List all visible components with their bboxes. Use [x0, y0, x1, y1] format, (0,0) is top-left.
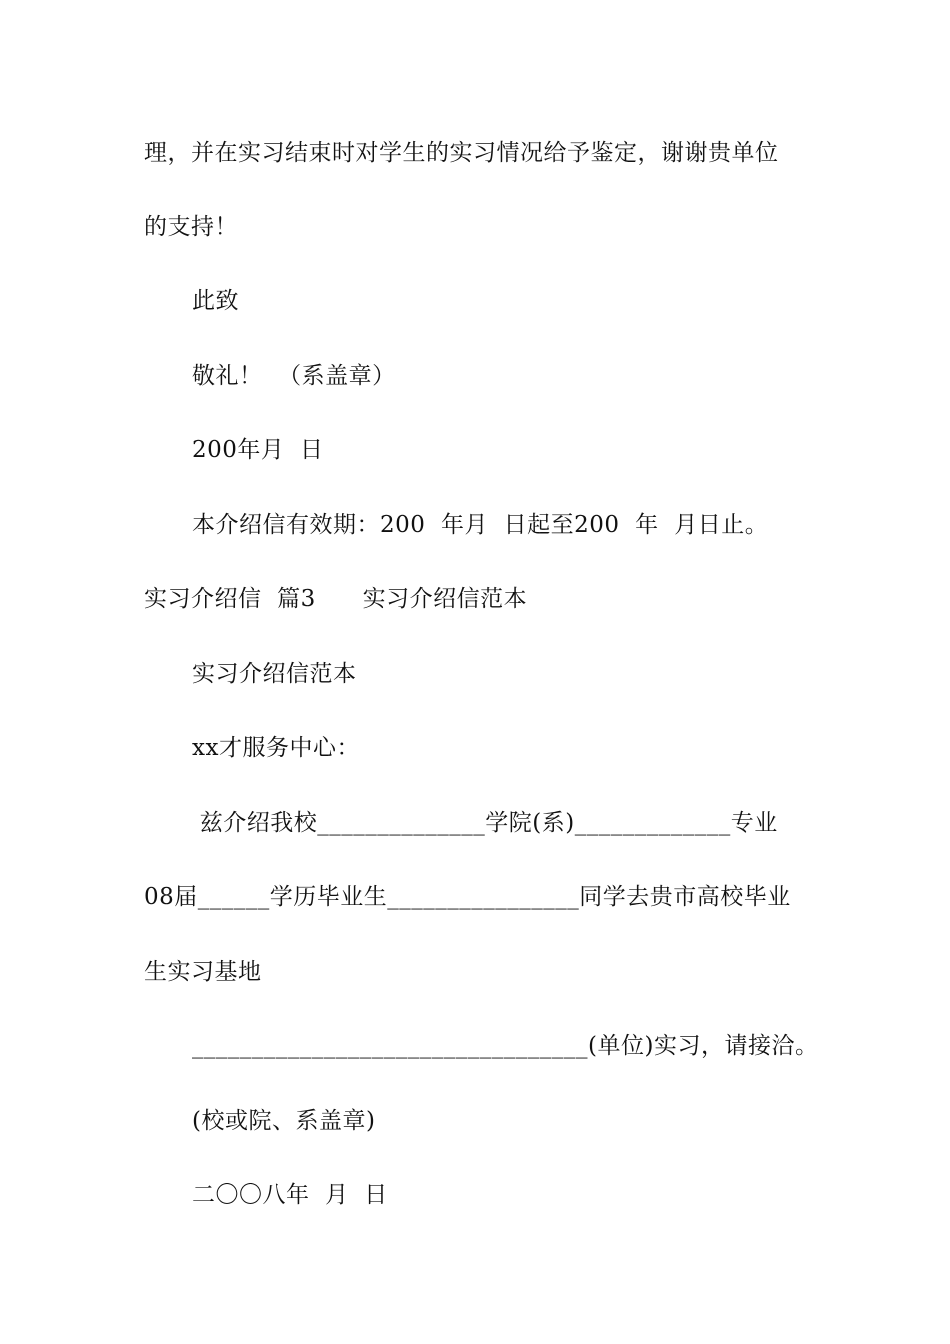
closing-line: 敬礼！ （系盖章）: [192, 363, 396, 389]
body-text-line: 生实习基地: [144, 959, 262, 985]
body-text-line: 的支持！: [144, 214, 238, 240]
recipient-line: xx才服务中心：: [192, 735, 360, 761]
letter-title: 实习介绍信范本: [192, 661, 357, 687]
date-line: 二〇〇八年 月 日: [192, 1182, 388, 1208]
body-text-line: _________________________________(单位)实习，请接洽。: [192, 1033, 819, 1059]
body-text-line: 理，并在实习结束时对学生的实习情况给予鉴定，谢谢贵单位: [144, 140, 779, 166]
body-text-line: 08届______学历毕业生________________同学去贵市高校毕业: [144, 884, 791, 910]
section-heading: 实习介绍信 篇3 实习介绍信范本: [144, 586, 528, 612]
stamp-line: (校或院、系盖章): [192, 1108, 376, 1134]
body-text-line: 兹介绍我校______________学院(系)_____________专业: [192, 810, 778, 836]
date-line: 200年月 日: [192, 437, 324, 463]
validity-line: 本介绍信有效期：200 年月 日起至200 年 月日止。: [192, 512, 769, 538]
salutation-line: 此致: [192, 288, 239, 314]
